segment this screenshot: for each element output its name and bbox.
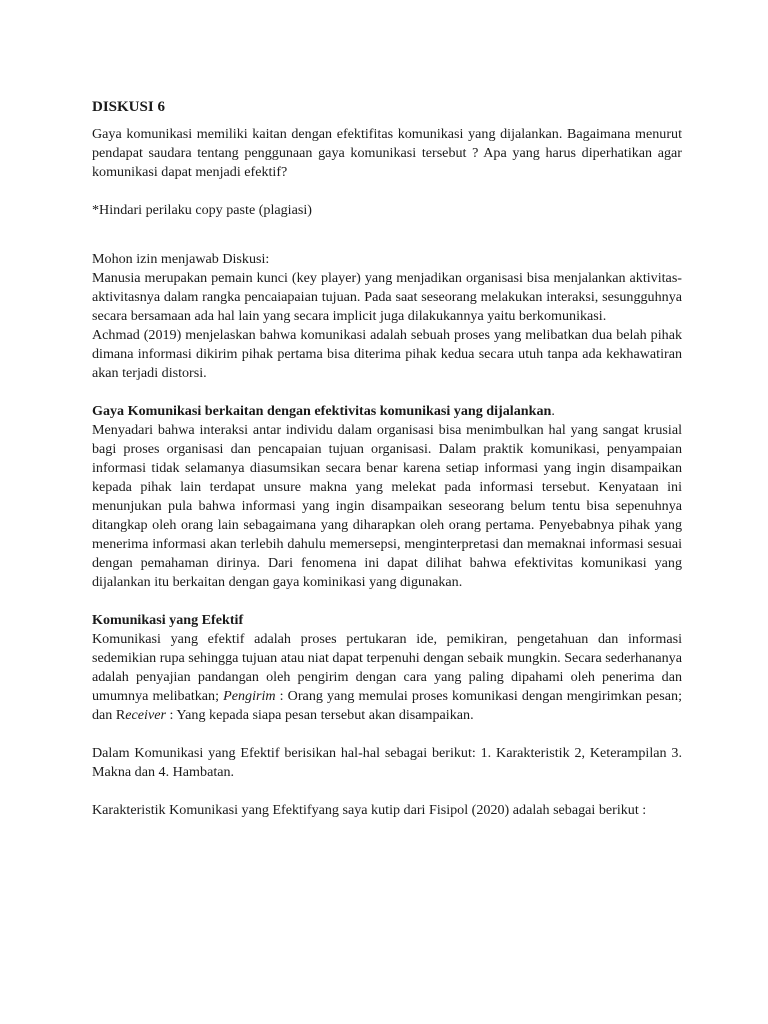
- efektif-text-c: : Yang kepada siapa pesan tersebut akan disampaikan.: [165, 707, 474, 723]
- paragraph-efektif: [92, 630, 682, 725]
- section-heading-gaya-text: Gaya Komunikasi berkaitan dengan efektivitas komunikasi yang dijalankan: [92, 403, 552, 419]
- section-heading-gaya-period: .: [551, 403, 555, 419]
- page-title: DISKUSI 6: [92, 99, 165, 115]
- section-heading-gaya: [92, 402, 682, 421]
- term-receiver: eceiver: [125, 707, 166, 723]
- paragraph-achmad: Achmad (2019) menjelaskan bahwa komunikasi adalah sebuah proses yang melibatkan dua belah pihak dimana informasi dikirim pihak pertama bisa diterima pihak kedua secara utuh tanpa ada kekhawatiran akan terjadi distorsi.: [92, 327, 682, 381]
- paragraph-hal-hal: Dalam Komunikasi yang Efektif berisikan hal-hal sebagai berikut: 1. Karakteristik 2, Keterampilan 3. Makna dan 4. Hambatan.: [92, 745, 682, 780]
- efektif-text-b: : Orang yang memulai proses komunikasi dengan mengirimkan pesan; dan R: [92, 688, 682, 723]
- paragraph-gaya-komunikasi: Menyadari bahwa interaksi antar individu dalam organisasi bisa menimbulkan hal yang sangat krusial bagi proses organisasi dan pencapaian tujuan organisasi. Dalam praktik komunikasi, penyampaian informasi tidak selamanya diasumsikan secara benar karena setiap informasi yang ingin disampaikan kepada pihak lain terdapat unsure makna yang melekat pada informasi tersebut. Kenyataan ini menunjukan pula bahwa informasi yang ingin disampaikan seseorang belum tentu bisa sepenuhnya ditangkap oleh orang lain sebagaimana yang diharapkan oleh orang pertama. Penyebabnya pihak yang menerima informasi akan terlebih dahulu memersepsi, menginterpretasi dan memaknai informasi sesuai dengan pemahaman dirinya. Dari fenomena ini dapat dilihat bahwa efektivitas komunikasi yang dijalankan itu berkaitan dengan gaya kominikasi yang digunakan.: [92, 422, 682, 590]
- answer-intro: Mohon izin menjawab Diskusi:: [92, 251, 270, 267]
- paragraph-key-player: Manusia merupakan pemain kunci (key player) yang menjadikan organisasi bisa menjalankan aktivitas-aktivitasnya dalam rangka pencaiapaian tujuan. Pada saat seseorang melakukan interaksi, sesungguhnya secara bersamaan ada hal lain yang secara implicit juga dilakukannya yaitu berkomunikasi.: [92, 270, 682, 324]
- paragraph-karakteristik: Karakteristik Komunikasi yang Efektifyang saya kutip dari Fisipol (2020) adalah sebagai berikut :: [92, 802, 647, 818]
- plagiarism-note: *Hindari perilaku copy paste (plagiasi): [92, 202, 312, 218]
- section-heading-efektif: Komunikasi yang Efektif: [92, 612, 244, 628]
- efektif-text-a: Komunikasi yang efektif adalah proses pertukaran ide, pemikiran, pengetahuan dan informasi sedemikian rupa sehingga tujuan atau niat dapat terpenuhi dengan sebaik mungkin. Secara sederhananya adalah penyajian pandangan oleh pengirim dengan cara yang paling dipahami oleh penerima dan umumnya melibatkan;: [92, 631, 682, 704]
- discussion-question: Gaya komunikasi memiliki kaitan dengan efektifitas komunikasi yang dijalankan. Bagaimana menurut pendapat saudara tentang penggunaan gaya komunikasi tersebut ? Apa yang harus diperhatikan agar komunikasi dapat menjadi efektif?: [92, 126, 682, 180]
- term-pengirim: Pengirim: [223, 688, 276, 704]
